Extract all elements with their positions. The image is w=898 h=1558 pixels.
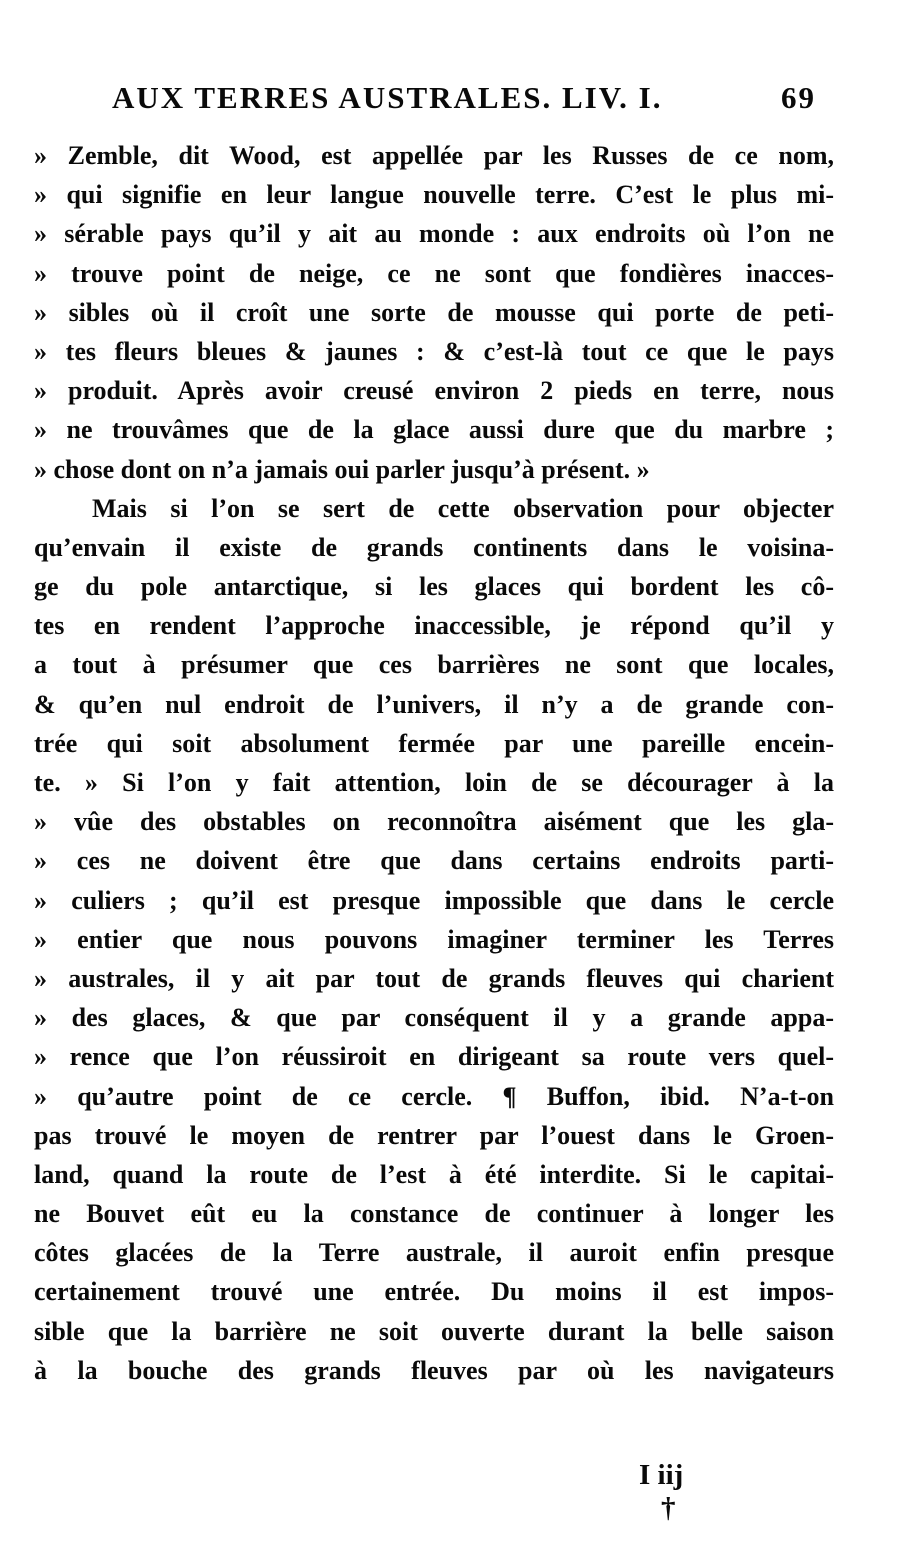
- text-line: » trouve point de neige, ce ne sont que fondières inacces-: [34, 258, 834, 288]
- text-line: pas trouvé le moyen de rentrer par l’ouest dans le Groen-: [34, 1120, 834, 1150]
- text-line: » culiers ; qu’il est presque impossible que dans le cercle: [34, 885, 834, 915]
- text-line: » ces ne doivent être que dans certains endroits parti-: [34, 846, 834, 876]
- text-line: trée qui soit absolument fermée par une pareille encein-: [34, 728, 834, 758]
- text-line: » sibles où il croît une sorte de mousse qui porte de peti-: [34, 297, 834, 327]
- page-footer: [610, 1426, 683, 1558]
- text-line: » chose dont on n’a jamais oui parler jusqu’à présent. »: [34, 454, 650, 484]
- text-line: & qu’en nul endroit de l’univers, il n’y a de grande con-: [34, 689, 834, 719]
- text-line: sible que la barrière ne soit ouverte durant la belle saison: [34, 1316, 834, 1346]
- text-line: te. » Si l’on y fait attention, loin de se décourager à la: [34, 768, 834, 797]
- text-line: ne Bouvet eût eu la constance de continuer à longer les: [34, 1199, 834, 1229]
- text-line: » australes, il y ait par tout de grands fleuves qui charient: [34, 963, 834, 993]
- page-number: 69: [781, 80, 816, 115]
- text-line: » ne trouvâmes que de la glace aussi dure que du marbre ;: [34, 415, 834, 445]
- text-line: land, quand la route de l’est à été interdite. Si le capitai-: [34, 1159, 834, 1189]
- text-line: a tout à présumer que ces barrières ne sont que locales,: [34, 650, 834, 680]
- text-line: ge du pole antarctique, si les glaces qui bordent les cô-: [34, 572, 834, 602]
- page-header: [88, 80, 828, 124]
- text-line: tes en rendent l’approche inaccessible, je répond qu’il y: [34, 611, 834, 641]
- running-title: AUX TERRES AUSTRALES. LIV. I.: [112, 80, 663, 115]
- text-line: côtes glacées de la Terre australe, il auroit enfin presque: [34, 1238, 834, 1268]
- dagger-mark: †: [661, 1492, 676, 1524]
- body-text: [34, 136, 834, 1390]
- text-line: » Zemble, dit Wood, est appellée par les Russes de ce nom,: [34, 141, 834, 170]
- text-line: » sérable pays qu’il y ait au monde : aux endroits où l’on ne: [34, 219, 834, 249]
- text-line: à la bouche des grands fleuves par où les navigateurs: [34, 1355, 834, 1385]
- text-line: » vûe des obstables on reconnoîtra aisément que les gla-: [34, 807, 834, 837]
- text-line: » tes fleurs bleues & jaunes : & c’est-là tout ce que le pays: [34, 336, 834, 366]
- text-line: » produit. Après avoir creusé environ 2 pieds en terre, nous: [34, 376, 834, 406]
- text-line: qu’envain il existe de grands continents dans le voisina-: [34, 532, 834, 562]
- text-line: certainement trouvé une entrée. Du moins il est impos-: [34, 1277, 834, 1307]
- text-line: » des glaces, & que par conséquent il y a grande appa-: [34, 1003, 834, 1033]
- text-line: » qui signifie en leur langue nouvelle terre. C’est le plus mi-: [34, 180, 834, 210]
- text-line: » entier que nous pouvons imaginer terminer les Terres: [34, 924, 834, 954]
- paragraph-first-line: Mais si l’on se sert de cette observation pour objecter: [92, 493, 834, 523]
- text-line: » rence que l’on réussiroit en dirigeant sa route vers quel-: [34, 1042, 834, 1072]
- text-line: » qu’autre point de ce cercle. ¶ Buffon, ibid. N’a-t-on: [34, 1081, 834, 1111]
- signature-mark: I iij: [639, 1459, 684, 1491]
